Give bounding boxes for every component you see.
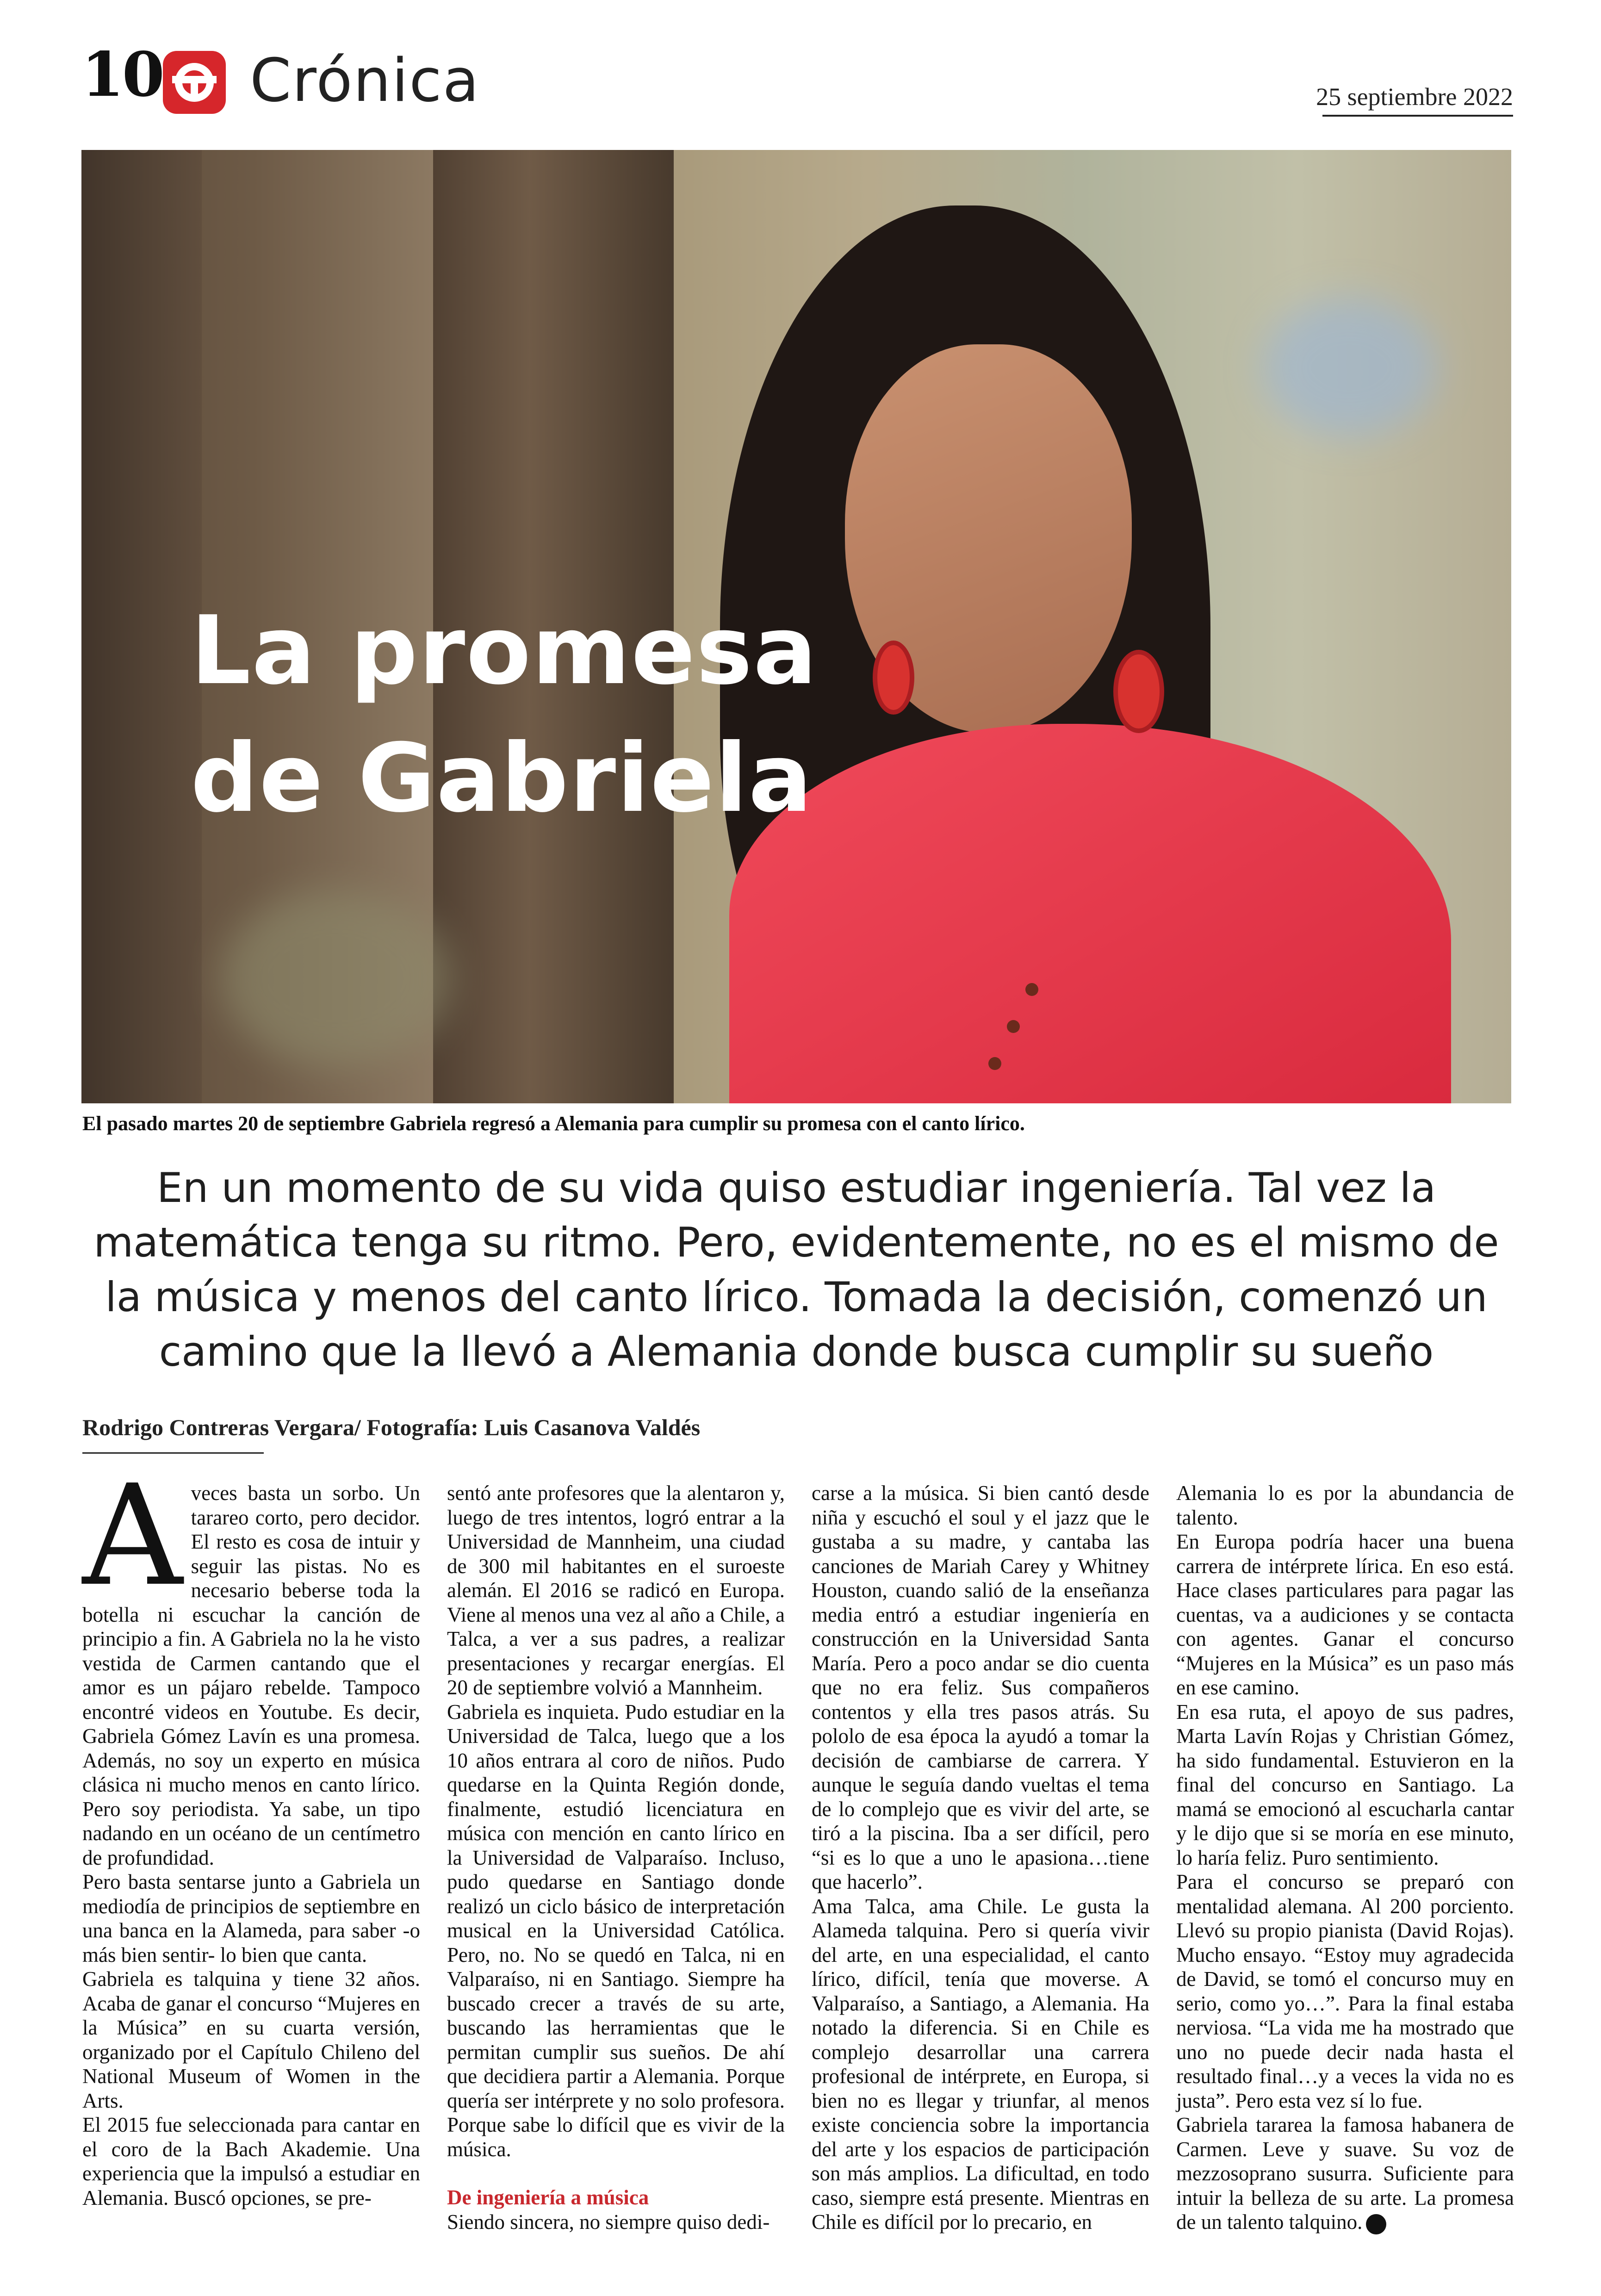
diario-logo-icon <box>163 51 226 114</box>
article-paragraph: Alemania lo es por la abundancia de talento. <box>1176 1481 1514 1529</box>
drop-cap: A <box>82 1455 183 1617</box>
earring-icon <box>1113 650 1164 733</box>
article-subhead: De ingeniería a música <box>447 2186 649 2209</box>
lead-line: camino que la llevó a Alemania donde busca cumplir su sueño <box>159 1328 1434 1375</box>
lead-paragraph <box>81 1161 1511 1379</box>
article-paragraph: Para el concurso se preparó con mentalidad alemana. Al 200 porciento. Llevó su propio pianista (David Rojas). Mucho ensayo. “Estoy muy agradecida de David, se tomó el concurso muy en serio, como yo…”. Para la final estaba nerviosa. “La vida me ha mostrado que uno no puede decir nada hasta el resultado final…y a veces la vida no es justa”. Pero esta vez sí lo fue. <box>1176 1870 1514 2112</box>
article-column-2 <box>447 1481 785 2234</box>
byline: Rodrigo Contreras Vergara/ Fotografía: Luis Casanova Valdés <box>82 1414 701 1440</box>
date-underline <box>1322 115 1513 117</box>
section-title: Crónica <box>250 46 480 115</box>
headline-line-2: de Gabriela <box>191 724 813 834</box>
page-number: 10 <box>81 39 163 111</box>
article-paragraph: Ama Talca, ama Chile. Le gusta la Alameda talquina. Pero si quería vivir del arte, en una especialidad, el canto lírico, difícil, tenía que moverse. A Valparaíso, a Santiago, a Alemania. Ha notado la diferencia. Si en Chile es complejo desarrollar una carrera profesional de intérprete, en Europa, si bien no es llegar y triunfar, al menos existe conciencia sobre la importancia del arte y los espacios de participación son más amplios. La dificultad, en todo caso, siempre está presente. Mientras en Chile es difícil por lo precario, en <box>812 1894 1149 2234</box>
article-paragraph: En Europa podría hacer una buena carrera de intérprete lírica. En eso está. Hace clases particulares para pagar las cuentas, va a audiciones y se contacta con agentes. Ganar el concurso “Mujeres en la Música” es un paso más en ese camino. <box>1176 1530 1514 1699</box>
article-paragraph: sentó ante profesores que la alentaron y, luego de tres intentos, logró entrar a la Universidad de Mannheim, una ciudad de 300 mil habitantes en el suroeste alemán. El 2016 se radicó en Europa. Viene al menos una vez al año a Chile, a Talca, a ver a sus padres, a realizar presentaciones y recargar energías. El 20 de septiembre volvió a Mannheim. <box>447 1481 785 1699</box>
article-paragraph: Aveces basta un sorbo. Un tarareo corto, pero decidor. El resto es cosa de intuir y seguir las pistas. No es necesario beberse toda la botella ni escuchar la canción de principio a fin. A Gabriela no la he visto vestida de Carmen cantando que el amor es un pájaro rebelde. Tampoco encontré videos en Youtube. Es decir, Gabriela Gómez Lavín es una promesa. Además, no soy un experto en música clásica ni mucho menos en canto lírico. Pero soy periodista. Ya sabe, un tipo nadando en un océano de un centímetro de profundidad. <box>82 1455 420 1869</box>
article-column-4 <box>1176 1481 1514 2234</box>
article-paragraph: Pero basta sentarse junto a Gabriela un mediodía de principios de septiembre en una banca en la Alameda, para saber -o más bien sentir- lo bien que canta. <box>82 1870 420 1966</box>
issue-date: 25 septiembre 2022 <box>1316 83 1513 111</box>
end-mark-icon <box>1366 2214 1386 2234</box>
hero-photo <box>81 150 1511 1103</box>
article-paragraph: Gabriela tararea la famosa habanera de Carmen. Leve y suave. Su voz de mezzosoprano susurra. Suficiente para intuir la belleza de su arte. La promesa de un talento talquino. <box>1176 2113 1514 2234</box>
earring-icon <box>873 641 914 715</box>
article-column-3 <box>812 1481 1149 2234</box>
lead-line: En un momento de su vida quiso estudiar ingeniería. Tal vez la <box>156 1164 1436 1212</box>
article-paragraph: Gabriela es talquina y tiene 32 años. Acaba de ganar el concurso “Mujeres en la Música” en su cuarta versión, organizado por el Capítulo Chileno del National Museum of Women in the Arts. <box>82 1967 420 2112</box>
photo-caption: El pasado martes 20 de septiembre Gabriela regresó a Alemania para cumplir su promesa con el canto lírico. <box>82 1112 1025 1135</box>
article-paragraph: En esa ruta, el apoyo de sus padres, Marta Lavín Rojas y Christian Gómez, ha sido fundamental. Estuvieron en la final del concurso en Santiago. La mamá se emocionó al escucharla cantar y le dijo que si se moría en ese minuto, lo haría feliz. Puro sentimiento. <box>1176 1700 1514 1869</box>
article-paragraph: El 2015 fue seleccionada para cantar en el coro de la Bach Akademie. Una experiencia que la impulsó a estudiar en Alemania. Buscó opciones, se pre- <box>82 2113 420 2209</box>
article-paragraph: Gabriela es inquieta. Pudo estudiar en la Universidad de Talca, luego que a los 10 años entrara al coro de niños. Pudo quedarse en la Quinta Región donde, finalmente, estudió licenciatura en música con mención en canto lírico en la Universidad de Valparaíso. Incluso, pudo quedarse en Santiago donde realizó un ciclo básico de interpretación musical en la Universidad Católica. Pero, no. No se quedó en Talca, ni en Valparaíso, ni en Santiago. Siempre ha buscado crecer a través de su arte, buscando las herramientas que le permitan cumplir sus sueños. De ahí que decidiera partir a Alemania. Porque quería ser intérprete y no solo profesora. Porque sabe lo difícil que es vivir de la música. <box>447 1700 785 2161</box>
article-column-1 <box>82 1455 420 2210</box>
lead-line: matemática tenga su ritmo. Pero, evidentemente, no es el mismo de <box>93 1219 1499 1266</box>
byline-underline <box>82 1452 264 1454</box>
headline <box>191 587 818 843</box>
article-paragraph: carse a la música. Si bien cantó desde niña y escuchó el soul y el jazz que le gustaba a su madre, y cantaba las canciones de Mariah Carey y Whitney Houston, cuando salió de la enseñanza media entró a estudiar ingeniería en construcción en la Universidad Santa María. Pero a poco andar se dio cuenta que no era feliz. Sus compañeros contentos y ella tres pasos atrás. Su pololo de esa época la ayudó a tomar la decisión de cambiarse de carrera. Y aunque le seguía dando vueltas el tema de lo complejo que es vivir del arte, se tiró a la piscina. Iba a ser difícil, pero “si es lo que a uno le apasiona…tiene que hacerlo”. <box>812 1481 1149 1893</box>
headline-line-1: La promesa <box>191 596 818 706</box>
lead-line: la música y menos del canto lírico. Tomada la decisión, comenzó un <box>105 1273 1488 1321</box>
article-paragraph: Siendo sincera, no siempre quiso dedi- <box>447 2210 770 2234</box>
